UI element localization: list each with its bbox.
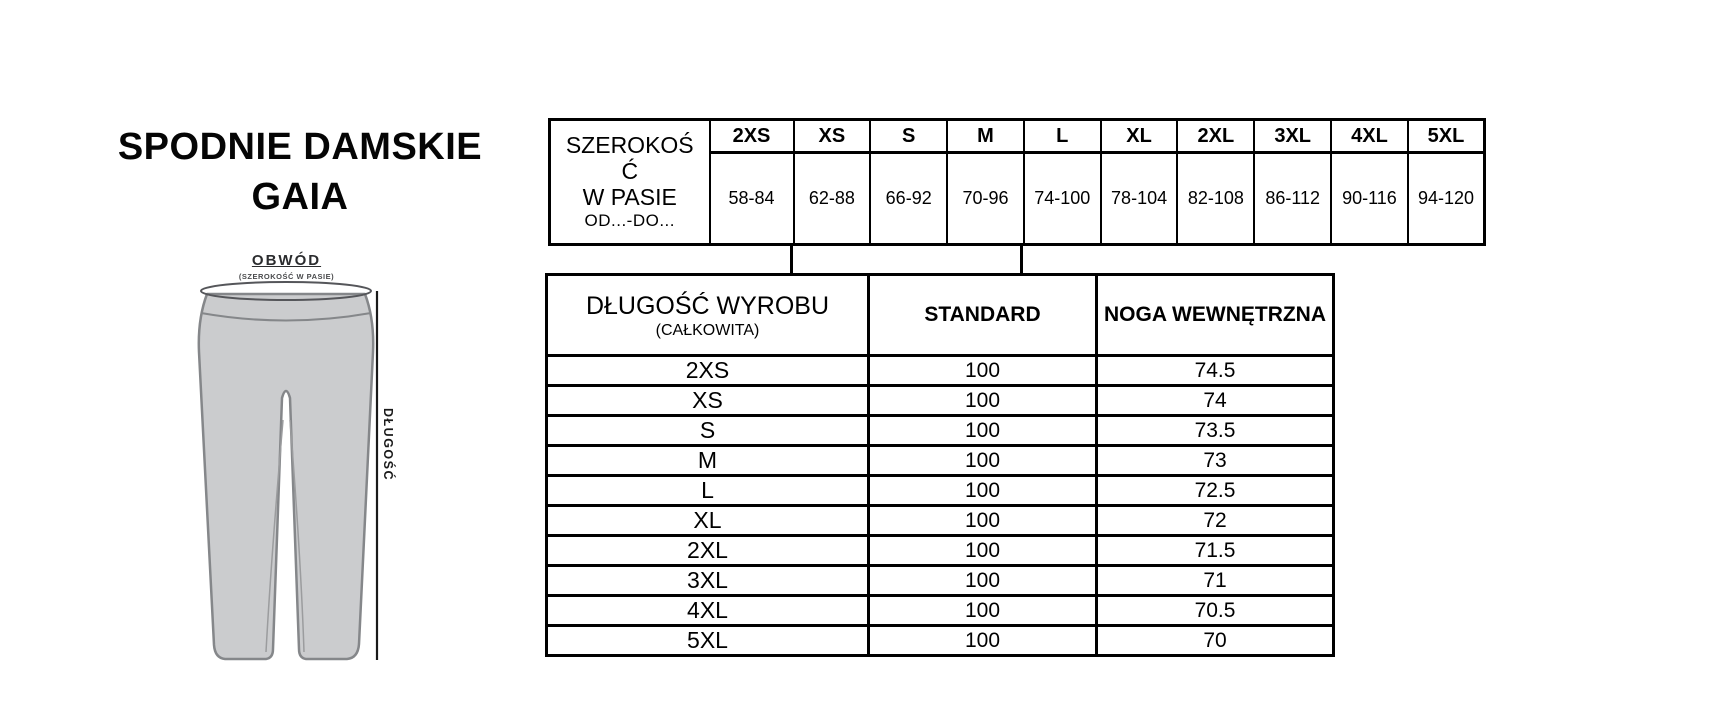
table-row bbox=[547, 536, 1334, 566]
row-inner-leg: 71 bbox=[1097, 566, 1334, 596]
row-standard: 100 bbox=[869, 596, 1097, 626]
table-row bbox=[547, 446, 1334, 476]
range-cell-4xl: 90-116 bbox=[1331, 153, 1408, 245]
row-inner-leg: 72 bbox=[1097, 506, 1334, 536]
row-size: XS bbox=[547, 386, 869, 416]
standard-column-header: STANDARD bbox=[869, 275, 1097, 356]
size-header-s: S bbox=[870, 120, 947, 153]
size-header-2xl: 2XL bbox=[1177, 120, 1254, 153]
row-size: M bbox=[547, 446, 869, 476]
row-standard: 100 bbox=[869, 386, 1097, 416]
row-size: 2XS bbox=[547, 356, 869, 386]
page-title-line2: GAIA bbox=[251, 176, 349, 218]
table-row bbox=[547, 476, 1334, 506]
size-header-xs: XS bbox=[794, 120, 871, 153]
row-inner-leg: 70 bbox=[1097, 626, 1334, 656]
range-cell-m: 70-96 bbox=[947, 153, 1024, 245]
table-connector-left bbox=[790, 243, 793, 274]
range-cell-2xs: 58-84 bbox=[710, 153, 794, 245]
circumference-sublabel: (SZEROKOŚĆ W PASIE) bbox=[238, 272, 335, 281]
row-inner-leg: 70.5 bbox=[1097, 596, 1334, 626]
table-row bbox=[547, 566, 1334, 596]
range-cell-3xl: 86-112 bbox=[1254, 153, 1331, 245]
row-standard: 100 bbox=[869, 566, 1097, 596]
range-cell-l: 74-100 bbox=[1024, 153, 1101, 245]
row-inner-leg: 74 bbox=[1097, 386, 1334, 416]
table-row bbox=[547, 416, 1334, 446]
row-standard: 100 bbox=[869, 626, 1097, 656]
row-inner-leg: 73.5 bbox=[1097, 416, 1334, 446]
size-header-4xl: 4XL bbox=[1331, 120, 1408, 153]
row-inner-leg: 74.5 bbox=[1097, 356, 1334, 386]
width-table bbox=[548, 118, 1486, 246]
row-standard: 100 bbox=[869, 506, 1097, 536]
length-table bbox=[545, 273, 1335, 657]
product-length-subtitle: (CAŁKOWITA) bbox=[655, 321, 760, 339]
size-header-xl: XL bbox=[1101, 120, 1178, 153]
row-standard: 100 bbox=[869, 476, 1097, 506]
range-cell-2xl: 82-108 bbox=[1177, 153, 1254, 245]
width-header-line1: SZEROKOŚ bbox=[565, 132, 694, 158]
row-inner-leg: 71.5 bbox=[1097, 536, 1334, 566]
pants-diagram bbox=[150, 225, 410, 670]
row-size: 2XL bbox=[547, 536, 869, 566]
width-header-line4: OD...-DO... bbox=[584, 211, 675, 230]
table-connector-right bbox=[1020, 243, 1023, 274]
row-size: 4XL bbox=[547, 596, 869, 626]
inner-leg-column-header: NOGA WEWNĘTRZNA bbox=[1097, 275, 1334, 356]
page-title-line1: SPODNIE DAMSKIE bbox=[117, 126, 483, 168]
range-cell-5xl: 94-120 bbox=[1408, 153, 1485, 245]
row-inner-leg: 73 bbox=[1097, 446, 1334, 476]
table-row bbox=[547, 356, 1334, 386]
size-header-5xl: 5XL bbox=[1408, 120, 1485, 153]
table-row bbox=[547, 506, 1334, 536]
row-size: S bbox=[547, 416, 869, 446]
range-cell-s: 66-92 bbox=[870, 153, 947, 245]
row-standard: 100 bbox=[869, 536, 1097, 566]
width-header-line3: W PASIE bbox=[582, 184, 677, 210]
table-row bbox=[547, 596, 1334, 626]
range-cell-xs: 62-88 bbox=[794, 153, 871, 245]
width-header-line2: Ć bbox=[621, 158, 639, 184]
size-header-2xs: 2XS bbox=[710, 120, 794, 153]
row-standard: 100 bbox=[869, 356, 1097, 386]
product-length-title: DŁUGOŚĆ WYROBU bbox=[585, 291, 830, 320]
pants-silhouette bbox=[199, 294, 373, 659]
row-inner-leg: 72.5 bbox=[1097, 476, 1334, 506]
circumference-label: OBWÓD bbox=[251, 252, 322, 269]
length-table-col1-header bbox=[547, 275, 869, 356]
width-table-header-cell bbox=[550, 120, 710, 245]
size-header-l: L bbox=[1024, 120, 1101, 153]
table-row bbox=[547, 386, 1334, 416]
row-size: XL bbox=[547, 506, 869, 536]
row-standard: 100 bbox=[869, 416, 1097, 446]
length-label: DŁUGOŚĆ bbox=[381, 408, 395, 481]
row-size: 5XL bbox=[547, 626, 869, 656]
row-size: 3XL bbox=[547, 566, 869, 596]
page-title bbox=[96, 122, 504, 222]
row-size: L bbox=[547, 476, 869, 506]
size-header-m: M bbox=[947, 120, 1024, 153]
row-standard: 100 bbox=[869, 446, 1097, 476]
size-header-3xl: 3XL bbox=[1254, 120, 1331, 153]
range-cell-xl: 78-104 bbox=[1101, 153, 1178, 245]
table-row bbox=[547, 626, 1334, 656]
